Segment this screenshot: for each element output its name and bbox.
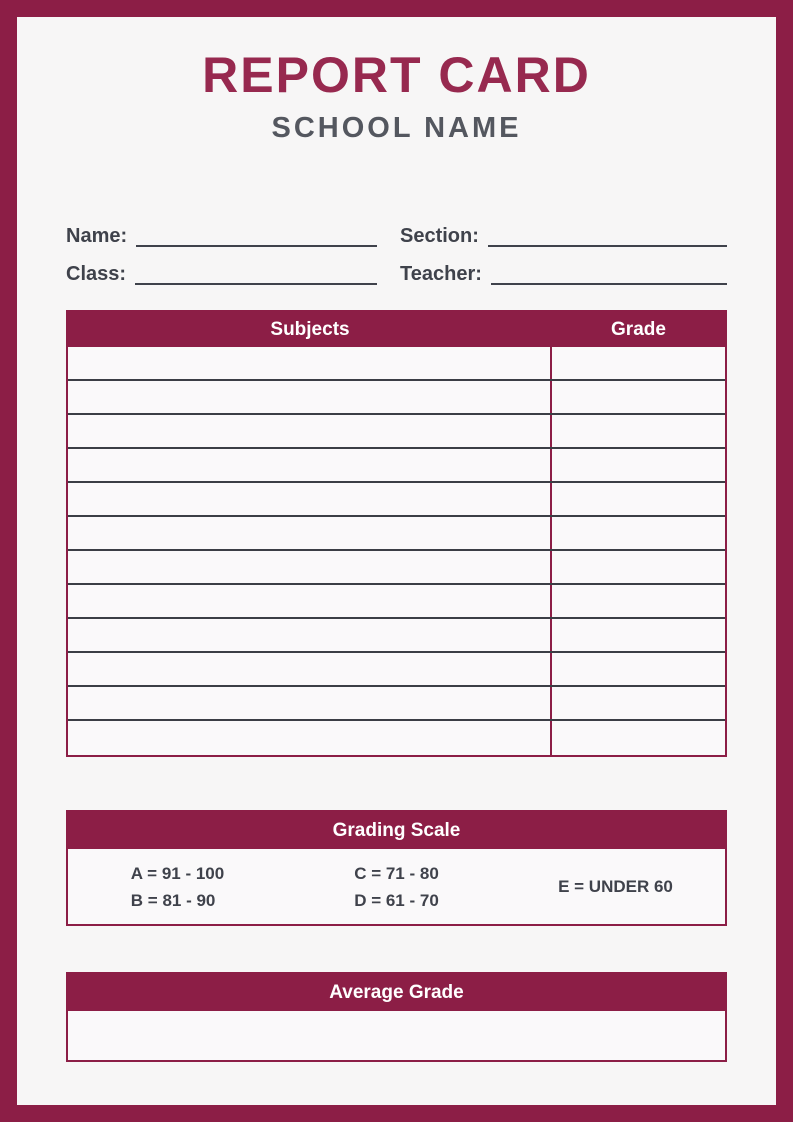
student-info-form: [66, 218, 727, 285]
section-label: Section:: [400, 225, 479, 247]
grade-cell[interactable]: [552, 483, 725, 515]
name-field: [66, 218, 377, 247]
average-grade-value-box[interactable]: [68, 1011, 725, 1060]
subject-cell[interactable]: [68, 415, 552, 447]
page-title: REPORT CARD: [202, 47, 591, 103]
grade-cell[interactable]: [552, 347, 725, 379]
table-row: [68, 619, 725, 653]
subject-cell[interactable]: [68, 585, 552, 617]
grading-scale-body: [68, 849, 725, 924]
subject-cell[interactable]: [68, 517, 552, 549]
grading-scale-section: [66, 810, 727, 926]
table-row: [68, 721, 725, 755]
table-row: [68, 551, 725, 585]
grade-column-header: Grade: [611, 318, 666, 340]
table-row: [68, 347, 725, 381]
grade-cell[interactable]: [552, 381, 725, 413]
grade-cell[interactable]: [552, 653, 725, 685]
average-grade-title: Average Grade: [68, 974, 725, 1011]
class-label: Class:: [66, 263, 127, 285]
grading-scale-col3: [506, 873, 725, 900]
average-grade-section: [66, 972, 727, 1062]
class-field: [66, 256, 377, 285]
grade-cell[interactable]: [552, 415, 725, 447]
grade-cell[interactable]: [552, 517, 725, 549]
grade-cell[interactable]: [552, 721, 725, 755]
grade-cell[interactable]: [552, 585, 725, 617]
grade-b-range: B = 81 - 90: [130, 890, 216, 910]
table-row: [68, 483, 725, 517]
subject-cell[interactable]: [68, 483, 552, 515]
table-row: [68, 653, 725, 687]
grade-cell[interactable]: [552, 449, 725, 481]
table-row: [68, 449, 725, 483]
school-name: SCHOOL NAME: [271, 112, 522, 144]
name-input-line[interactable]: [136, 223, 377, 247]
subject-cell[interactable]: [68, 347, 552, 379]
grades-table-header: [68, 312, 725, 347]
subject-cell[interactable]: [68, 551, 552, 583]
subject-cell[interactable]: [68, 381, 552, 413]
grades-table-body: [68, 347, 725, 755]
subjects-column-header: Subjects: [270, 318, 350, 340]
grade-c-range: C = 71 - 80: [354, 863, 439, 883]
grade-a-range: A = 91 - 100: [130, 863, 225, 883]
table-row: [68, 687, 725, 721]
grade-cell[interactable]: [552, 551, 725, 583]
table-row: [68, 415, 725, 449]
subject-cell[interactable]: [68, 449, 552, 481]
section-input-line[interactable]: [488, 223, 727, 247]
teacher-field: [400, 256, 727, 285]
subject-cell[interactable]: [68, 687, 552, 719]
grade-cell[interactable]: [552, 619, 725, 651]
class-input-line[interactable]: [135, 261, 377, 285]
section-field: [400, 218, 727, 247]
teacher-label: Teacher:: [400, 263, 482, 285]
table-row: [68, 381, 725, 415]
grading-scale-col2: [287, 860, 506, 914]
grading-scale-title: Grading Scale: [68, 812, 725, 849]
grade-cell[interactable]: [552, 687, 725, 719]
name-label: Name:: [66, 225, 128, 247]
subject-cell[interactable]: [68, 721, 552, 755]
subject-cell[interactable]: [68, 619, 552, 651]
table-row: [68, 517, 725, 551]
teacher-input-line[interactable]: [491, 261, 727, 285]
grading-scale-col1: [68, 860, 287, 914]
grade-d-range: D = 61 - 70: [354, 890, 439, 910]
subject-cell[interactable]: [68, 653, 552, 685]
table-row: [68, 585, 725, 619]
grades-table: [66, 310, 727, 757]
grade-e-range: E = UNDER 60: [558, 877, 673, 896]
